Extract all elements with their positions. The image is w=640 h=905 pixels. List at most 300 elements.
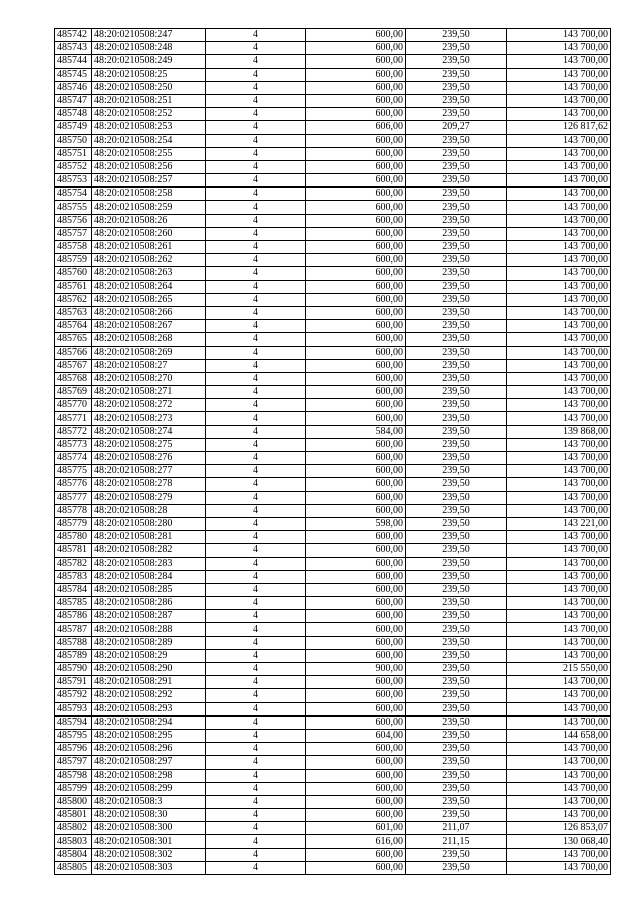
cadastral-number-cell: 48:20:0210508:258: [92, 187, 206, 201]
row-number-cell: 485800: [55, 795, 92, 808]
specific-value-cell: 239,50: [406, 412, 507, 425]
category-cell: 4: [206, 121, 306, 134]
specific-value-cell: 239,50: [406, 280, 507, 293]
table-row: [55, 372, 611, 385]
cadastral-number-cell: 48:20:0210508:253: [92, 121, 206, 134]
row-number-cell: 485804: [55, 848, 92, 861]
area-cell: 900,00: [306, 663, 406, 676]
cadastral-number-cell: 48:20:0210508:280: [92, 517, 206, 530]
cadastral-number-cell: 48:20:0210508:279: [92, 491, 206, 504]
table-row: [55, 583, 611, 596]
cadastral-number-cell: 48:20:0210508:27: [92, 359, 206, 372]
area-cell: 600,00: [306, 386, 406, 399]
category-cell: 4: [206, 399, 306, 412]
cadastral-number-cell: 48:20:0210508:301: [92, 835, 206, 848]
table-row: [55, 636, 611, 649]
specific-value-cell: 239,50: [406, 346, 507, 359]
row-number-cell: 485789: [55, 649, 92, 662]
cadastral-number-cell: 48:20:0210508:262: [92, 254, 206, 267]
cadastral-number-cell: 48:20:0210508:294: [92, 716, 206, 730]
row-number-cell: 485762: [55, 293, 92, 306]
cadastral-value-cell: 143 700,00: [507, 306, 611, 319]
area-cell: 600,00: [306, 689, 406, 702]
table-row: [55, 160, 611, 173]
cadastral-number-cell: 48:20:0210508:282: [92, 544, 206, 557]
table-row: [55, 280, 611, 293]
cadastral-number-cell: 48:20:0210508:296: [92, 743, 206, 756]
specific-value-cell: 239,50: [406, 663, 507, 676]
category-cell: 4: [206, 702, 306, 716]
category-cell: 4: [206, 346, 306, 359]
cadastral-value-cell: 143 700,00: [507, 531, 611, 544]
specific-value-cell: 239,50: [406, 174, 507, 188]
cadastral-value-cell: 143 700,00: [507, 399, 611, 412]
category-cell: 4: [206, 782, 306, 795]
category-cell: 4: [206, 623, 306, 636]
area-cell: 606,00: [306, 121, 406, 134]
row-number-cell: 485792: [55, 689, 92, 702]
area-cell: 600,00: [306, 610, 406, 623]
row-number-cell: 485745: [55, 68, 92, 81]
cadastral-value-cell: 143 700,00: [507, 795, 611, 808]
cadastral-value-cell: 143 700,00: [507, 214, 611, 227]
area-cell: 601,00: [306, 822, 406, 835]
cadastral-number-cell: 48:20:0210508:248: [92, 42, 206, 55]
area-cell: 600,00: [306, 465, 406, 478]
cadastral-value-cell: 143 700,00: [507, 610, 611, 623]
table-row: [55, 649, 611, 662]
row-number-cell: 485763: [55, 306, 92, 319]
row-number-cell: 485753: [55, 174, 92, 188]
cadastral-number-cell: 48:20:0210508:263: [92, 267, 206, 280]
table-body: [55, 29, 611, 875]
cadastral-number-cell: 48:20:0210508:283: [92, 557, 206, 570]
area-cell: 600,00: [306, 201, 406, 214]
table-row: [55, 782, 611, 795]
table-row: [55, 478, 611, 491]
row-number-cell: 485802: [55, 822, 92, 835]
area-cell: 600,00: [306, 544, 406, 557]
row-number-cell: 485760: [55, 267, 92, 280]
cadastral-value-cell: 143 700,00: [507, 29, 611, 42]
category-cell: 4: [206, 809, 306, 822]
category-cell: 4: [206, 597, 306, 610]
cadastral-number-cell: 48:20:0210508:252: [92, 108, 206, 121]
cadastral-value-cell: 143 700,00: [507, 42, 611, 55]
table-row: [55, 386, 611, 399]
category-cell: 4: [206, 663, 306, 676]
specific-value-cell: 239,50: [406, 386, 507, 399]
table-row: [55, 121, 611, 134]
row-number-cell: 485798: [55, 769, 92, 782]
row-number-cell: 485795: [55, 729, 92, 742]
cadastral-number-cell: 48:20:0210508:287: [92, 610, 206, 623]
cadastral-value-cell: 143 700,00: [507, 769, 611, 782]
cadastral-value-cell: 143 700,00: [507, 743, 611, 756]
cadastral-value-cell: 143 700,00: [507, 359, 611, 372]
table-row: [55, 452, 611, 465]
category-cell: 4: [206, 55, 306, 68]
row-number-cell: 485785: [55, 597, 92, 610]
area-cell: 584,00: [306, 425, 406, 438]
category-cell: 4: [206, 174, 306, 188]
row-number-cell: 485781: [55, 544, 92, 557]
row-number-cell: 485752: [55, 160, 92, 173]
category-cell: 4: [206, 716, 306, 730]
row-number-cell: 485796: [55, 743, 92, 756]
category-cell: 4: [206, 835, 306, 848]
specific-value-cell: 239,50: [406, 517, 507, 530]
category-cell: 4: [206, 29, 306, 42]
cadastral-value-cell: 143 700,00: [507, 465, 611, 478]
specific-value-cell: 239,50: [406, 214, 507, 227]
category-cell: 4: [206, 359, 306, 372]
area-cell: 600,00: [306, 254, 406, 267]
cadastral-number-cell: 48:20:0210508:303: [92, 861, 206, 874]
category-cell: 4: [206, 452, 306, 465]
area-cell: 600,00: [306, 795, 406, 808]
table-row: [55, 822, 611, 835]
cadastral-value-cell: 139 868,00: [507, 425, 611, 438]
table-row: [55, 201, 611, 214]
specific-value-cell: 239,50: [406, 689, 507, 702]
category-cell: 4: [206, 386, 306, 399]
row-number-cell: 485779: [55, 517, 92, 530]
category-cell: 4: [206, 280, 306, 293]
table-row: [55, 795, 611, 808]
cadastral-number-cell: 48:20:0210508:290: [92, 663, 206, 676]
table-row: [55, 320, 611, 333]
specific-value-cell: 239,50: [406, 425, 507, 438]
row-number-cell: 485778: [55, 504, 92, 517]
cadastral-value-cell: 143 700,00: [507, 570, 611, 583]
cadastral-number-cell: 48:20:0210508:265: [92, 293, 206, 306]
category-cell: 4: [206, 848, 306, 861]
row-number-cell: 485768: [55, 372, 92, 385]
specific-value-cell: 211,07: [406, 822, 507, 835]
cadastral-number-cell: 48:20:0210508:291: [92, 676, 206, 689]
area-cell: 600,00: [306, 29, 406, 42]
category-cell: 4: [206, 81, 306, 94]
area-cell: 600,00: [306, 478, 406, 491]
area-cell: 600,00: [306, 227, 406, 240]
row-number-cell: 485755: [55, 201, 92, 214]
cadastral-value-cell: 143 700,00: [507, 412, 611, 425]
cadastral-value-cell: 143 700,00: [507, 174, 611, 188]
category-cell: 4: [206, 583, 306, 596]
table-row: [55, 174, 611, 188]
cadastral-value-cell: 143 700,00: [507, 702, 611, 716]
cadastral-value-cell: 143 700,00: [507, 280, 611, 293]
row-number-cell: 485744: [55, 55, 92, 68]
specific-value-cell: 239,50: [406, 94, 507, 107]
specific-value-cell: 239,50: [406, 809, 507, 822]
cadastral-number-cell: 48:20:0210508:299: [92, 782, 206, 795]
category-cell: 4: [206, 201, 306, 214]
cadastral-value-table: [54, 28, 611, 875]
specific-value-cell: 239,50: [406, 531, 507, 544]
area-cell: 600,00: [306, 782, 406, 795]
table-row: [55, 333, 611, 346]
area-cell: 600,00: [306, 81, 406, 94]
table-row: [55, 55, 611, 68]
table-row: [55, 597, 611, 610]
category-cell: 4: [206, 729, 306, 742]
cadastral-number-cell: 48:20:0210508:271: [92, 386, 206, 399]
specific-value-cell: 239,50: [406, 636, 507, 649]
table-row: [55, 517, 611, 530]
row-number-cell: 485786: [55, 610, 92, 623]
specific-value-cell: 239,50: [406, 795, 507, 808]
cadastral-number-cell: 48:20:0210508:251: [92, 94, 206, 107]
category-cell: 4: [206, 570, 306, 583]
cadastral-number-cell: 48:20:0210508:293: [92, 702, 206, 716]
cadastral-value-cell: 143 700,00: [507, 848, 611, 861]
cadastral-number-cell: 48:20:0210508:272: [92, 399, 206, 412]
area-cell: 600,00: [306, 94, 406, 107]
area-cell: 616,00: [306, 835, 406, 848]
row-number-cell: 485769: [55, 386, 92, 399]
table-row: [55, 81, 611, 94]
cadastral-value-cell: 143 700,00: [507, 623, 611, 636]
area-cell: 600,00: [306, 649, 406, 662]
area-cell: 600,00: [306, 557, 406, 570]
cadastral-value-cell: 143 700,00: [507, 809, 611, 822]
cadastral-value-cell: 143 700,00: [507, 861, 611, 874]
area-cell: 600,00: [306, 134, 406, 147]
cadastral-number-cell: 48:20:0210508:268: [92, 333, 206, 346]
specific-value-cell: 239,50: [406, 108, 507, 121]
category-cell: 4: [206, 425, 306, 438]
category-cell: 4: [206, 478, 306, 491]
table-row: [55, 557, 611, 570]
area-cell: 600,00: [306, 452, 406, 465]
cadastral-number-cell: 48:20:0210508:289: [92, 636, 206, 649]
area-cell: 600,00: [306, 743, 406, 756]
cadastral-number-cell: 48:20:0210508:281: [92, 531, 206, 544]
category-cell: 4: [206, 822, 306, 835]
category-cell: 4: [206, 610, 306, 623]
cadastral-value-cell: 143 221,00: [507, 517, 611, 530]
cadastral-number-cell: 48:20:0210508:29: [92, 649, 206, 662]
row-number-cell: 485790: [55, 663, 92, 676]
area-cell: 600,00: [306, 160, 406, 173]
specific-value-cell: 239,50: [406, 478, 507, 491]
table-row: [55, 610, 611, 623]
specific-value-cell: 239,50: [406, 676, 507, 689]
area-cell: 600,00: [306, 241, 406, 254]
category-cell: 4: [206, 412, 306, 425]
cadastral-value-cell: 143 700,00: [507, 597, 611, 610]
cadastral-value-cell: 143 700,00: [507, 386, 611, 399]
row-number-cell: 485750: [55, 134, 92, 147]
table-row: [55, 293, 611, 306]
table-row: [55, 147, 611, 160]
specific-value-cell: 239,50: [406, 570, 507, 583]
table-row: [55, 412, 611, 425]
category-cell: 4: [206, 147, 306, 160]
specific-value-cell: 239,50: [406, 254, 507, 267]
cadastral-number-cell: 48:20:0210508:249: [92, 55, 206, 68]
cadastral-value-cell: 126 817,62: [507, 121, 611, 134]
row-number-cell: 485742: [55, 29, 92, 42]
category-cell: 4: [206, 94, 306, 107]
specific-value-cell: 239,50: [406, 756, 507, 769]
specific-value-cell: 209,27: [406, 121, 507, 134]
table-row: [55, 544, 611, 557]
row-number-cell: 485788: [55, 636, 92, 649]
cadastral-number-cell: 48:20:0210508:295: [92, 729, 206, 742]
specific-value-cell: 239,50: [406, 743, 507, 756]
area-cell: 600,00: [306, 491, 406, 504]
category-cell: 4: [206, 227, 306, 240]
table-row: [55, 241, 611, 254]
cadastral-value-cell: 143 700,00: [507, 649, 611, 662]
row-number-cell: 485784: [55, 583, 92, 596]
category-cell: 4: [206, 689, 306, 702]
category-cell: 4: [206, 160, 306, 173]
row-number-cell: 485757: [55, 227, 92, 240]
area-cell: 598,00: [306, 517, 406, 530]
specific-value-cell: 239,50: [406, 702, 507, 716]
cadastral-number-cell: 48:20:0210508:270: [92, 372, 206, 385]
specific-value-cell: 239,50: [406, 399, 507, 412]
cadastral-value-cell: 143 700,00: [507, 333, 611, 346]
area-cell: 600,00: [306, 676, 406, 689]
cadastral-value-cell: 143 700,00: [507, 491, 611, 504]
area-cell: 600,00: [306, 42, 406, 55]
cadastral-number-cell: 48:20:0210508:302: [92, 848, 206, 861]
specific-value-cell: 239,50: [406, 452, 507, 465]
row-number-cell: 485759: [55, 254, 92, 267]
table-row: [55, 570, 611, 583]
area-cell: 600,00: [306, 267, 406, 280]
cadastral-value-cell: 143 700,00: [507, 676, 611, 689]
category-cell: 4: [206, 676, 306, 689]
table-row: [55, 835, 611, 848]
table-row: [55, 425, 611, 438]
specific-value-cell: 239,50: [406, 201, 507, 214]
table-row: [55, 134, 611, 147]
category-cell: 4: [206, 769, 306, 782]
cadastral-value-cell: 143 700,00: [507, 68, 611, 81]
area-cell: 600,00: [306, 636, 406, 649]
table-row: [55, 68, 611, 81]
table-row: [55, 438, 611, 451]
cadastral-value-cell: 126 853,07: [507, 822, 611, 835]
area-cell: 600,00: [306, 583, 406, 596]
specific-value-cell: 239,50: [406, 68, 507, 81]
area-cell: 600,00: [306, 280, 406, 293]
area-cell: 600,00: [306, 809, 406, 822]
table-row: [55, 702, 611, 716]
row-number-cell: 485747: [55, 94, 92, 107]
category-cell: 4: [206, 861, 306, 874]
cadastral-value-cell: 143 700,00: [507, 320, 611, 333]
area-cell: 600,00: [306, 55, 406, 68]
category-cell: 4: [206, 254, 306, 267]
cadastral-number-cell: 48:20:0210508:264: [92, 280, 206, 293]
area-cell: 600,00: [306, 716, 406, 730]
area-cell: 600,00: [306, 531, 406, 544]
category-cell: 4: [206, 756, 306, 769]
cadastral-value-cell: 144 658,00: [507, 729, 611, 742]
cadastral-value-cell: 143 700,00: [507, 716, 611, 730]
cadastral-number-cell: 48:20:0210508:273: [92, 412, 206, 425]
specific-value-cell: 211,15: [406, 835, 507, 848]
cadastral-number-cell: 48:20:0210508:28: [92, 504, 206, 517]
cadastral-number-cell: 48:20:0210508:276: [92, 452, 206, 465]
cadastral-number-cell: 48:20:0210508:255: [92, 147, 206, 160]
category-cell: 4: [206, 491, 306, 504]
area-cell: 600,00: [306, 187, 406, 201]
area-cell: 600,00: [306, 570, 406, 583]
cadastral-value-cell: 143 700,00: [507, 293, 611, 306]
category-cell: 4: [206, 306, 306, 319]
row-number-cell: 485758: [55, 241, 92, 254]
cadastral-value-cell: 143 700,00: [507, 756, 611, 769]
category-cell: 4: [206, 504, 306, 517]
cadastral-value-cell: 143 700,00: [507, 81, 611, 94]
row-number-cell: 485793: [55, 702, 92, 716]
specific-value-cell: 239,50: [406, 187, 507, 201]
row-number-cell: 485761: [55, 280, 92, 293]
table-row: [55, 254, 611, 267]
area-cell: 600,00: [306, 147, 406, 160]
area-cell: 600,00: [306, 359, 406, 372]
table-row: [55, 306, 611, 319]
category-cell: 4: [206, 531, 306, 544]
table-row: [55, 399, 611, 412]
specific-value-cell: 239,50: [406, 134, 507, 147]
specific-value-cell: 239,50: [406, 241, 507, 254]
cadastral-value-cell: 143 700,00: [507, 689, 611, 702]
cadastral-value-cell: 143 700,00: [507, 544, 611, 557]
area-cell: 600,00: [306, 346, 406, 359]
cadastral-value-cell: 143 700,00: [507, 504, 611, 517]
cadastral-value-cell: 143 700,00: [507, 187, 611, 201]
cadastral-value-cell: 143 700,00: [507, 452, 611, 465]
cadastral-value-cell: 143 700,00: [507, 782, 611, 795]
row-number-cell: 485764: [55, 320, 92, 333]
area-cell: 600,00: [306, 68, 406, 81]
cadastral-value-cell: 143 700,00: [507, 134, 611, 147]
table-row: [55, 42, 611, 55]
category-cell: 4: [206, 636, 306, 649]
row-number-cell: 485773: [55, 438, 92, 451]
table-row: [55, 756, 611, 769]
category-cell: 4: [206, 544, 306, 557]
row-number-cell: 485805: [55, 861, 92, 874]
row-number-cell: 485765: [55, 333, 92, 346]
area-cell: 600,00: [306, 214, 406, 227]
table-row: [55, 359, 611, 372]
category-cell: 4: [206, 134, 306, 147]
area-cell: 600,00: [306, 174, 406, 188]
cadastral-number-cell: 48:20:0210508:30: [92, 809, 206, 822]
row-number-cell: 485774: [55, 452, 92, 465]
specific-value-cell: 239,50: [406, 623, 507, 636]
cadastral-value-cell: 143 700,00: [507, 201, 611, 214]
cadastral-value-table-page: [54, 28, 610, 875]
row-number-cell: 485782: [55, 557, 92, 570]
row-number-cell: 485776: [55, 478, 92, 491]
cadastral-number-cell: 48:20:0210508:278: [92, 478, 206, 491]
table-row: [55, 848, 611, 861]
row-number-cell: 485775: [55, 465, 92, 478]
cadastral-value-cell: 143 700,00: [507, 267, 611, 280]
cadastral-number-cell: 48:20:0210508:269: [92, 346, 206, 359]
